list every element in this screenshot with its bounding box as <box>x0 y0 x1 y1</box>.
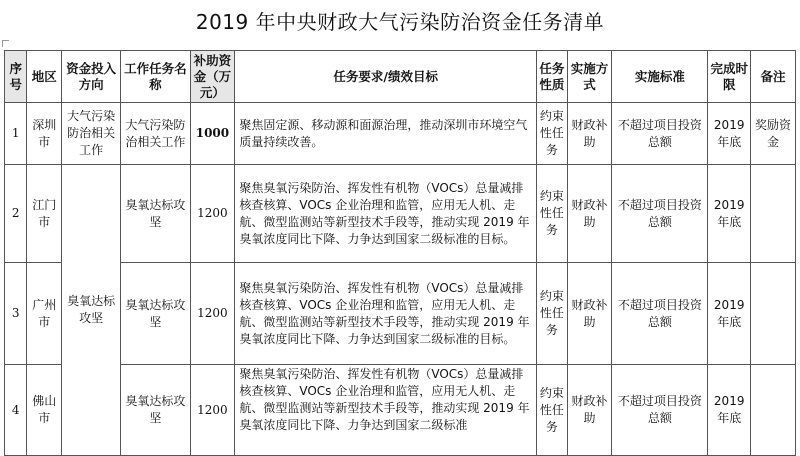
cell-direction: 臭氧达标攻坚 <box>62 165 121 456</box>
cell-region: 深圳市 <box>27 103 62 165</box>
header-requirement: 任务要求/绩效目标 <box>235 51 537 103</box>
requirement-text: 聚焦臭氧污染防治、挥发性有机物（VOCs）总量减排核查核算、VOCs 企业治理和监管，应用无人机、走航、微型监测站等新型技术手段等，推动实现 2019 年臭氧浓度同比下降、力争达到国家二级标准 <box>239 367 530 432</box>
header-task-name: 工作任务名称 <box>121 51 190 103</box>
cell-standard: 不超过项目投资总额 <box>612 165 708 263</box>
cell-note: 奖励资金 <box>751 103 796 165</box>
cell-task-name: 臭氧达标攻坚 <box>121 165 190 263</box>
document-title: 2019 年中央财政大气污染防治资金任务清单 <box>195 10 605 34</box>
cell-nature: 约束性任务 <box>537 365 568 456</box>
cell-nature: 约束性任务 <box>537 165 568 263</box>
cell-region: 广州市 <box>27 263 62 365</box>
cell-region: 佛山市 <box>27 365 62 456</box>
table-header-row <box>5 51 796 103</box>
table-row <box>5 103 796 165</box>
cell-task-name: 臭氧达标攻坚 <box>121 263 190 365</box>
cell-note <box>751 365 796 456</box>
cell-method: 财政补助 <box>567 165 612 263</box>
header-method: 实施方式 <box>567 51 612 103</box>
cell-seq: 4 <box>5 365 27 456</box>
cell-seq: 3 <box>5 263 27 365</box>
cell-standard: 不超过项目投资总额 <box>612 103 708 165</box>
cell-requirement: 聚焦臭氧污染防治、挥发性有机物（VOCs）总量减排核查核算、VOCs 企业治理和监管，应用无人机、走航、微型监测站等新型技术手段等，推动实现 2019 年臭氧浓度同比下降、力争达到国家二级标准的目标。 <box>235 263 537 365</box>
header-standard: 实施标准 <box>612 51 708 103</box>
table-row <box>5 365 796 456</box>
cell-seq: 2 <box>5 165 27 263</box>
cell-note <box>751 165 796 263</box>
header-subsidy: 补助资金（万元） <box>190 51 235 103</box>
header-direction: 资金投入方向 <box>62 51 121 103</box>
header-nature: 任务性质 <box>537 51 568 103</box>
cell-method: 财政补助 <box>567 103 612 165</box>
cell-seq: 1 <box>5 103 27 165</box>
task-list-table <box>4 50 796 456</box>
cell-nature: 约束性任务 <box>537 263 568 365</box>
cell-requirement: 聚焦臭氧污染防治、挥发性有机物（VOCs）总量减排核查核算、VOCs 企业治理和监管，应用无人机、走航、微型监测站等新型技术手段等，推动实现 2019 年臭氧浓度同比下降、力争达到国家二级标准的目标。 <box>235 165 537 263</box>
cell-standard: 不超过项目投资总额 <box>612 263 708 365</box>
cell-subsidy: 1200 <box>190 263 235 365</box>
cell-subsidy: 1200 <box>190 165 235 263</box>
cell-deadline: 2019年底 <box>708 165 751 263</box>
table-anchor-mark <box>2 40 9 47</box>
table-row <box>5 165 796 263</box>
header-seq: 序号 <box>5 51 27 103</box>
cell-subsidy: 1000 <box>190 103 235 165</box>
cell-subsidy: 1200 <box>190 365 235 456</box>
header-note: 备注 <box>751 51 796 103</box>
cell-requirement <box>235 365 537 456</box>
cell-region: 江门市 <box>27 165 62 263</box>
cell-deadline: 2019年底 <box>708 263 751 365</box>
cell-task-name: 大气污染防治相关工作 <box>121 103 190 165</box>
cell-deadline: 2019年底 <box>708 103 751 165</box>
cell-task-name: 臭氧达标攻坚 <box>121 365 190 456</box>
cell-direction: 大气污染防治相关工作 <box>62 103 121 165</box>
header-deadline: 完成时限 <box>708 51 751 103</box>
cell-method: 财政补助 <box>567 365 612 456</box>
cell-deadline: 2019年底 <box>708 365 751 456</box>
cell-note <box>751 263 796 365</box>
header-region: 地区 <box>27 51 62 103</box>
cell-requirement: 聚焦固定源、移动源和面源治理，推动深圳市环境空气质量持续改善。 <box>235 103 537 165</box>
cell-nature: 约束性任务 <box>537 103 568 165</box>
cell-method: 财政补助 <box>567 263 612 365</box>
table-row <box>5 263 796 365</box>
cell-standard: 不超过项目投资总额 <box>612 365 708 456</box>
